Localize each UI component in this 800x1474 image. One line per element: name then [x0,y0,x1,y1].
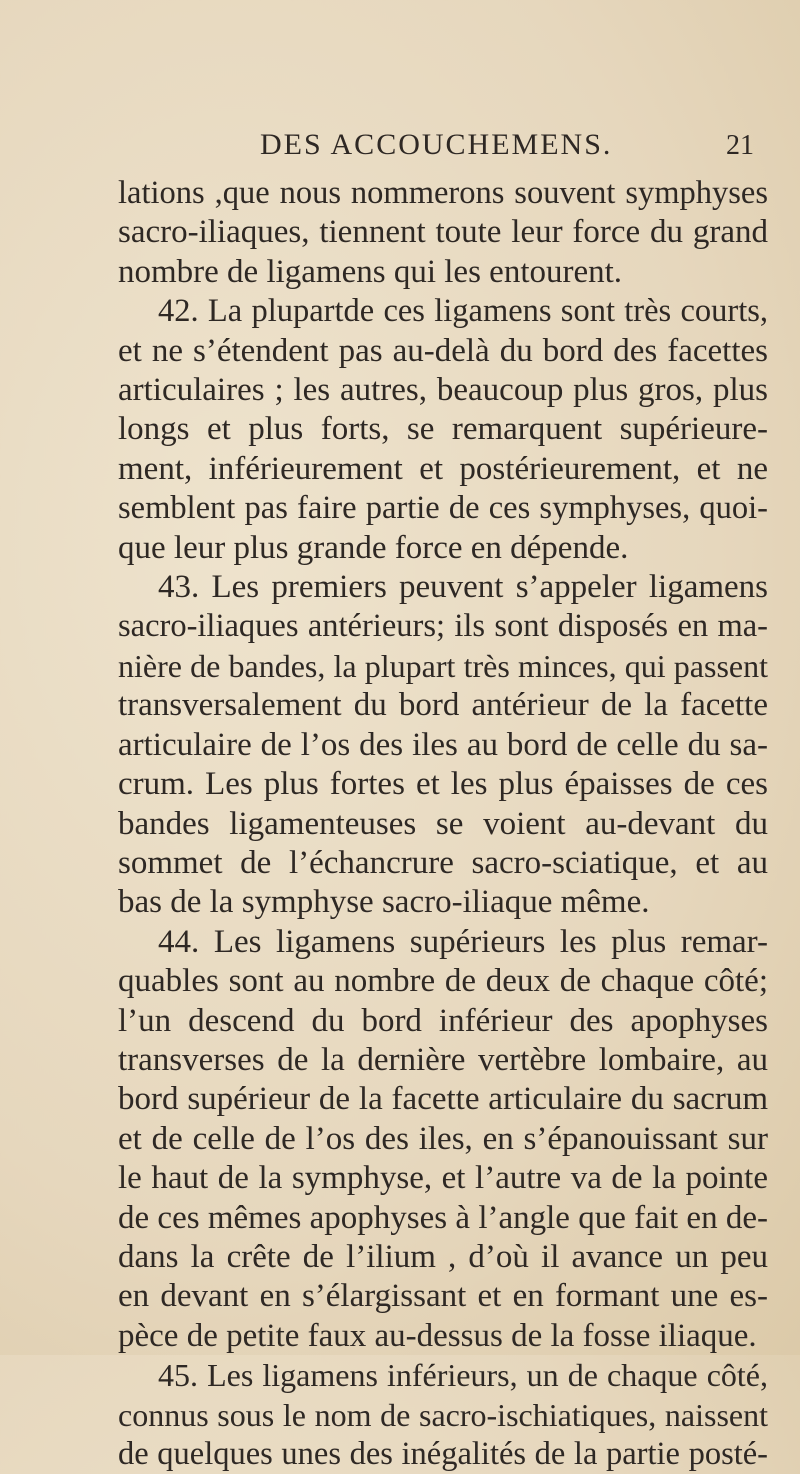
text-line: longs et plus forts, se remarquent supérieure- [118,411,768,448]
paragraph-43-start: 43. Les premiers peuvent s’appeler ligamens [158,569,768,606]
text-line: bandes ligamenteuses se voient au-devant du [118,805,768,842]
body-text [118,174,768,1474]
text-line: connus sous le nom de sacro-ischiatiques, naissent [118,1396,768,1433]
text-line: ment, inférieurement et postérieurement, et ne [118,450,768,487]
text-line: l’un descend du bord inférieur des apophyses [118,1002,768,1039]
page-header [0,128,800,168]
text-line: que leur plus grande force en dépende. [118,529,629,566]
text-line: nière de bandes, la plupart très minces, qui passent [118,647,768,684]
text-line: articulaires ; les autres, beaucoup plus gros, plus [118,372,768,409]
running-head: DES ACCOUCHEMENS. [260,128,613,161]
text-line: semblent pas faire partie de ces symphyses, quoi- [118,490,768,527]
text-line: sommet de l’échancrure sacro-sciatique, et au [118,844,768,881]
text-line: et de celle de l’os des iles, en s’épanouissant sur [118,1120,768,1157]
text-line: sacro-iliaques antérieurs; ils sont disposés en ma- [118,608,768,645]
paragraph-45-start: 45. Les ligamens inférieurs, un de chaque côté, [158,1357,768,1394]
text-line: quables sont au nombre de deux de chaque côté; [118,963,768,1000]
text-line: dans la crête de l’ilium , d’où il avance un peu [118,1238,768,1275]
text-line: de quelques unes des inégalités de la partie posté- [118,1436,768,1472]
text-line: sacro-iliaques, tiennent toute leur force du grand [118,214,768,251]
text-line: crum. Les plus fortes et les plus épaisses de ces [118,766,768,803]
page-number: 21 [726,130,754,161]
paragraph-44-start: 44. Les ligamens supérieurs les plus remar- [158,923,768,960]
text-line: articulaire de l’os des iles au bord de celle du sa- [118,726,768,763]
text-line: pèce de petite faux au-dessus de la fosse iliaque. [118,1317,757,1354]
text-line: le haut de la symphyse, et l’autre va de la pointe [118,1160,768,1197]
paragraph-42-start: 42. La plupartde ces ligamens sont très courts, [158,293,768,330]
text-line: bord supérieur de la facette articulaire du sacrum [118,1081,768,1118]
text-line: et ne s’étendent pas au-delà du bord des facettes [118,332,768,369]
text-line: lations ,que nous nommerons souvent symphyses [118,175,768,211]
text-line: en devant en s’élargissant et en formant une es- [118,1278,768,1315]
text-line: de ces mêmes apophyses à l’angle que fait en de- [118,1199,768,1236]
text-line: transverses de la dernière vertèbre lombaire, au [118,1041,768,1078]
text-line: bas de la symphyse sacro-iliaque même. [118,884,650,921]
text-line: nombre de ligamens qui les entourent. [118,253,623,290]
text-line: transversalement du bord antérieur de la facette [118,687,768,724]
